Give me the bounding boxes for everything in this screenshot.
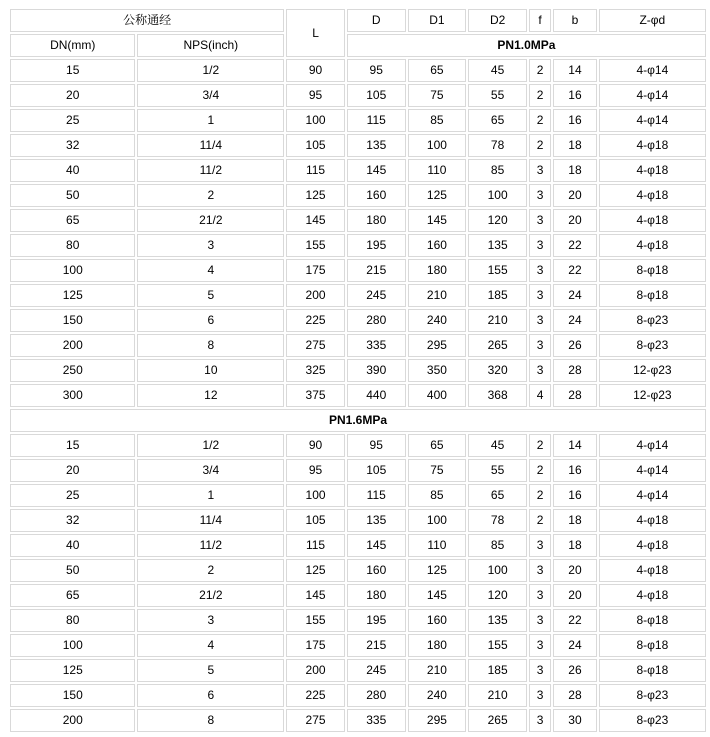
cell-D: 335 <box>347 709 406 732</box>
cell-L: 125 <box>286 184 345 207</box>
cell-D1: 295 <box>408 709 467 732</box>
cell-D1: 145 <box>408 209 467 232</box>
table-row <box>10 484 706 507</box>
cell-L: 125 <box>286 559 345 582</box>
cell-D1: 75 <box>408 84 467 107</box>
cell-f: 3 <box>529 159 551 182</box>
cell-dn: 125 <box>10 659 135 682</box>
cell-nps: 11/4 <box>137 509 284 532</box>
cell-D1: 75 <box>408 459 467 482</box>
cell-L: 200 <box>286 284 345 307</box>
cell-f: 3 <box>529 634 551 657</box>
cell-zd: 8-φ18 <box>599 609 706 632</box>
cell-D1: 65 <box>408 59 467 82</box>
table-row <box>10 434 706 457</box>
cell-zd: 4-φ18 <box>599 134 706 157</box>
cell-L: 105 <box>286 134 345 157</box>
table-row <box>10 659 706 682</box>
cell-nps: 12 <box>137 384 284 407</box>
cell-f: 2 <box>529 484 551 507</box>
cell-f: 2 <box>529 59 551 82</box>
cell-nps: 8 <box>137 334 284 357</box>
cell-b: 24 <box>553 634 597 657</box>
table-row <box>10 309 706 332</box>
cell-D: 105 <box>347 84 406 107</box>
cell-D: 195 <box>347 609 406 632</box>
cell-D1: 110 <box>408 534 467 557</box>
cell-zd: 8-φ18 <box>599 284 706 307</box>
cell-dn: 15 <box>10 59 135 82</box>
cell-D2: 155 <box>468 634 527 657</box>
cell-f: 3 <box>529 309 551 332</box>
cell-b: 22 <box>553 609 597 632</box>
table-row <box>10 359 706 382</box>
cell-L: 90 <box>286 434 345 457</box>
cell-zd: 4-φ18 <box>599 584 706 607</box>
cell-D1: 100 <box>408 134 467 157</box>
cell-f: 3 <box>529 584 551 607</box>
cell-D2: 120 <box>468 209 527 232</box>
cell-zd: 8-φ18 <box>599 634 706 657</box>
cell-D1: 145 <box>408 584 467 607</box>
col-header-dn: DN(mm) <box>10 34 135 57</box>
cell-L: 325 <box>286 359 345 382</box>
table-row <box>10 609 706 632</box>
table-row <box>10 584 706 607</box>
cell-L: 175 <box>286 634 345 657</box>
cell-nps: 1/2 <box>137 59 284 82</box>
cell-nps: 21/2 <box>137 209 284 232</box>
pressure-section-row <box>10 409 706 432</box>
cell-D1: 240 <box>408 309 467 332</box>
cell-f: 3 <box>529 709 551 732</box>
cell-D: 390 <box>347 359 406 382</box>
cell-zd: 4-φ14 <box>599 459 706 482</box>
cell-D2: 55 <box>468 84 527 107</box>
cell-b: 24 <box>553 309 597 332</box>
cell-b: 20 <box>553 584 597 607</box>
cell-nps: 2 <box>137 184 284 207</box>
cell-zd: 8-φ18 <box>599 659 706 682</box>
cell-dn: 150 <box>10 309 135 332</box>
cell-D2: 210 <box>468 309 527 332</box>
cell-L: 275 <box>286 709 345 732</box>
cell-b: 16 <box>553 459 597 482</box>
cell-b: 18 <box>553 534 597 557</box>
cell-b: 26 <box>553 659 597 682</box>
cell-nps: 8 <box>137 709 284 732</box>
cell-nps: 4 <box>137 259 284 282</box>
cell-dn: 65 <box>10 209 135 232</box>
cell-D: 160 <box>347 184 406 207</box>
cell-D1: 295 <box>408 334 467 357</box>
cell-f: 3 <box>529 209 551 232</box>
cell-L: 95 <box>286 84 345 107</box>
cell-D1: 240 <box>408 684 467 707</box>
col-header-f: f <box>529 9 551 32</box>
cell-dn: 25 <box>10 484 135 507</box>
cell-zd: 8-φ23 <box>599 309 706 332</box>
cell-dn: 25 <box>10 109 135 132</box>
table-row <box>10 259 706 282</box>
cell-zd: 8-φ23 <box>599 709 706 732</box>
cell-zd: 12-φ23 <box>599 359 706 382</box>
cell-D1: 210 <box>408 659 467 682</box>
cell-dn: 40 <box>10 534 135 557</box>
cell-nps: 10 <box>137 359 284 382</box>
cell-nps: 11/2 <box>137 159 284 182</box>
cell-L: 225 <box>286 684 345 707</box>
cell-zd: 4-φ18 <box>599 509 706 532</box>
cell-D1: 110 <box>408 159 467 182</box>
cell-dn: 250 <box>10 359 135 382</box>
cell-zd: 4-φ18 <box>599 159 706 182</box>
cell-dn: 20 <box>10 459 135 482</box>
cell-f: 3 <box>529 559 551 582</box>
cell-f: 3 <box>529 359 551 382</box>
cell-D: 215 <box>347 634 406 657</box>
cell-dn: 32 <box>10 134 135 157</box>
cell-f: 3 <box>529 684 551 707</box>
cell-zd: 4-φ14 <box>599 84 706 107</box>
cell-b: 24 <box>553 284 597 307</box>
cell-D2: 55 <box>468 459 527 482</box>
cell-D1: 180 <box>408 634 467 657</box>
table-row <box>10 384 706 407</box>
cell-D1: 85 <box>408 484 467 507</box>
cell-L: 275 <box>286 334 345 357</box>
cell-L: 95 <box>286 459 345 482</box>
cell-D: 440 <box>347 384 406 407</box>
cell-D1: 125 <box>408 559 467 582</box>
cell-nps: 11/4 <box>137 134 284 157</box>
table-row <box>10 334 706 357</box>
cell-D: 135 <box>347 509 406 532</box>
cell-D: 145 <box>347 159 406 182</box>
cell-L: 100 <box>286 484 345 507</box>
cell-D: 180 <box>347 584 406 607</box>
cell-f: 2 <box>529 434 551 457</box>
table-row <box>10 459 706 482</box>
cell-L: 375 <box>286 384 345 407</box>
cell-nps: 1 <box>137 484 284 507</box>
cell-L: 225 <box>286 309 345 332</box>
cell-D: 115 <box>347 109 406 132</box>
cell-zd: 4-φ14 <box>599 484 706 507</box>
cell-D2: 320 <box>468 359 527 382</box>
cell-D: 195 <box>347 234 406 257</box>
cell-dn: 32 <box>10 509 135 532</box>
cell-b: 20 <box>553 559 597 582</box>
cell-D2: 85 <box>468 534 527 557</box>
cell-D2: 155 <box>468 259 527 282</box>
col-header-D: D <box>347 9 406 32</box>
cell-D1: 160 <box>408 609 467 632</box>
cell-dn: 15 <box>10 434 135 457</box>
cell-D2: 78 <box>468 134 527 157</box>
flange-spec-table <box>8 7 708 734</box>
table-row <box>10 134 706 157</box>
cell-dn: 50 <box>10 559 135 582</box>
cell-D1: 210 <box>408 284 467 307</box>
cell-D1: 400 <box>408 384 467 407</box>
cell-f: 2 <box>529 459 551 482</box>
cell-zd: 4-φ18 <box>599 209 706 232</box>
pressure-class-label: PN1.6MPa <box>10 409 706 432</box>
cell-D: 95 <box>347 434 406 457</box>
table-row <box>10 559 706 582</box>
cell-D: 115 <box>347 484 406 507</box>
cell-D2: 45 <box>468 59 527 82</box>
cell-D2: 135 <box>468 234 527 257</box>
cell-nps: 6 <box>137 309 284 332</box>
cell-b: 30 <box>553 709 597 732</box>
cell-D: 335 <box>347 334 406 357</box>
cell-f: 3 <box>529 534 551 557</box>
cell-D: 180 <box>347 209 406 232</box>
cell-zd: 4-φ18 <box>599 534 706 557</box>
cell-D2: 85 <box>468 159 527 182</box>
col-header-zd: Z-φd <box>599 9 706 32</box>
nominal-diameter-header: 公称通经 <box>10 9 284 32</box>
cell-f: 3 <box>529 609 551 632</box>
cell-D2: 45 <box>468 434 527 457</box>
cell-D: 105 <box>347 459 406 482</box>
cell-D2: 185 <box>468 659 527 682</box>
cell-D: 215 <box>347 259 406 282</box>
cell-nps: 3 <box>137 234 284 257</box>
col-header-D2: D2 <box>468 9 527 32</box>
table-row <box>10 234 706 257</box>
cell-D2: 210 <box>468 684 527 707</box>
cell-dn: 200 <box>10 334 135 357</box>
cell-D2: 135 <box>468 609 527 632</box>
table-row <box>10 509 706 532</box>
cell-b: 20 <box>553 184 597 207</box>
cell-D: 245 <box>347 284 406 307</box>
cell-D: 280 <box>347 309 406 332</box>
cell-zd: 4-φ18 <box>599 234 706 257</box>
table-body <box>10 9 706 732</box>
cell-D: 95 <box>347 59 406 82</box>
col-header-b: b <box>553 9 597 32</box>
cell-L: 105 <box>286 509 345 532</box>
cell-f: 3 <box>529 234 551 257</box>
cell-nps: 3/4 <box>137 84 284 107</box>
cell-b: 14 <box>553 59 597 82</box>
cell-D: 160 <box>347 559 406 582</box>
cell-b: 18 <box>553 159 597 182</box>
cell-D2: 100 <box>468 184 527 207</box>
cell-D1: 100 <box>408 509 467 532</box>
cell-b: 28 <box>553 384 597 407</box>
cell-zd: 8-φ23 <box>599 684 706 707</box>
pressure-class-label: PN1.0MPa <box>347 34 706 57</box>
cell-dn: 300 <box>10 384 135 407</box>
cell-dn: 40 <box>10 159 135 182</box>
cell-D1: 350 <box>408 359 467 382</box>
cell-D: 135 <box>347 134 406 157</box>
cell-D2: 368 <box>468 384 527 407</box>
cell-nps: 5 <box>137 659 284 682</box>
cell-b: 18 <box>553 509 597 532</box>
cell-D1: 125 <box>408 184 467 207</box>
cell-dn: 125 <box>10 284 135 307</box>
cell-f: 2 <box>529 134 551 157</box>
cell-b: 22 <box>553 234 597 257</box>
cell-D1: 160 <box>408 234 467 257</box>
cell-D1: 65 <box>408 434 467 457</box>
header-row-2 <box>10 34 706 57</box>
cell-L: 200 <box>286 659 345 682</box>
cell-nps: 4 <box>137 634 284 657</box>
cell-nps: 3 <box>137 609 284 632</box>
cell-dn: 65 <box>10 584 135 607</box>
cell-zd: 12-φ23 <box>599 384 706 407</box>
cell-D2: 65 <box>468 484 527 507</box>
table-row <box>10 109 706 132</box>
cell-nps: 2 <box>137 559 284 582</box>
cell-dn: 50 <box>10 184 135 207</box>
cell-f: 2 <box>529 109 551 132</box>
cell-f: 2 <box>529 84 551 107</box>
cell-zd: 8-φ18 <box>599 259 706 282</box>
cell-L: 155 <box>286 234 345 257</box>
cell-dn: 80 <box>10 234 135 257</box>
cell-dn: 100 <box>10 259 135 282</box>
cell-zd: 4-φ18 <box>599 559 706 582</box>
cell-L: 90 <box>286 59 345 82</box>
cell-b: 16 <box>553 109 597 132</box>
cell-nps: 1 <box>137 109 284 132</box>
cell-D1: 85 <box>408 109 467 132</box>
cell-b: 16 <box>553 84 597 107</box>
cell-b: 14 <box>553 434 597 457</box>
cell-f: 2 <box>529 509 551 532</box>
cell-nps: 3/4 <box>137 459 284 482</box>
table-row <box>10 634 706 657</box>
cell-D1: 180 <box>408 259 467 282</box>
cell-L: 155 <box>286 609 345 632</box>
cell-dn: 100 <box>10 634 135 657</box>
cell-D2: 100 <box>468 559 527 582</box>
cell-nps: 1/2 <box>137 434 284 457</box>
cell-L: 115 <box>286 534 345 557</box>
cell-nps: 5 <box>137 284 284 307</box>
col-header-D1: D1 <box>408 9 467 32</box>
cell-f: 3 <box>529 259 551 282</box>
col-header-L: L <box>286 9 345 57</box>
cell-b: 20 <box>553 209 597 232</box>
table-row <box>10 84 706 107</box>
table-row <box>10 534 706 557</box>
col-header-nps: NPS(inch) <box>137 34 284 57</box>
cell-nps: 21/2 <box>137 584 284 607</box>
table-row <box>10 184 706 207</box>
cell-f: 3 <box>529 284 551 307</box>
cell-L: 115 <box>286 159 345 182</box>
table-row <box>10 284 706 307</box>
cell-zd: 4-φ14 <box>599 109 706 132</box>
cell-L: 100 <box>286 109 345 132</box>
cell-zd: 4-φ18 <box>599 184 706 207</box>
cell-L: 145 <box>286 584 345 607</box>
table-row <box>10 709 706 732</box>
cell-zd: 4-φ14 <box>599 434 706 457</box>
cell-b: 16 <box>553 484 597 507</box>
cell-D2: 265 <box>468 334 527 357</box>
cell-b: 28 <box>553 684 597 707</box>
cell-D2: 78 <box>468 509 527 532</box>
cell-dn: 200 <box>10 709 135 732</box>
header-row-1 <box>10 9 706 32</box>
cell-f: 3 <box>529 659 551 682</box>
cell-f: 4 <box>529 384 551 407</box>
cell-D: 280 <box>347 684 406 707</box>
cell-b: 28 <box>553 359 597 382</box>
cell-b: 22 <box>553 259 597 282</box>
table-row <box>10 684 706 707</box>
cell-D2: 265 <box>468 709 527 732</box>
cell-nps: 11/2 <box>137 534 284 557</box>
cell-b: 26 <box>553 334 597 357</box>
cell-zd: 4-φ14 <box>599 59 706 82</box>
cell-D2: 185 <box>468 284 527 307</box>
cell-D: 245 <box>347 659 406 682</box>
cell-zd: 8-φ23 <box>599 334 706 357</box>
table-row <box>10 209 706 232</box>
cell-nps: 6 <box>137 684 284 707</box>
cell-dn: 80 <box>10 609 135 632</box>
cell-D: 145 <box>347 534 406 557</box>
cell-f: 3 <box>529 184 551 207</box>
table-row <box>10 159 706 182</box>
cell-dn: 20 <box>10 84 135 107</box>
cell-f: 3 <box>529 334 551 357</box>
table-row <box>10 59 706 82</box>
cell-L: 145 <box>286 209 345 232</box>
cell-L: 175 <box>286 259 345 282</box>
cell-b: 18 <box>553 134 597 157</box>
cell-D2: 120 <box>468 584 527 607</box>
cell-dn: 150 <box>10 684 135 707</box>
cell-D2: 65 <box>468 109 527 132</box>
